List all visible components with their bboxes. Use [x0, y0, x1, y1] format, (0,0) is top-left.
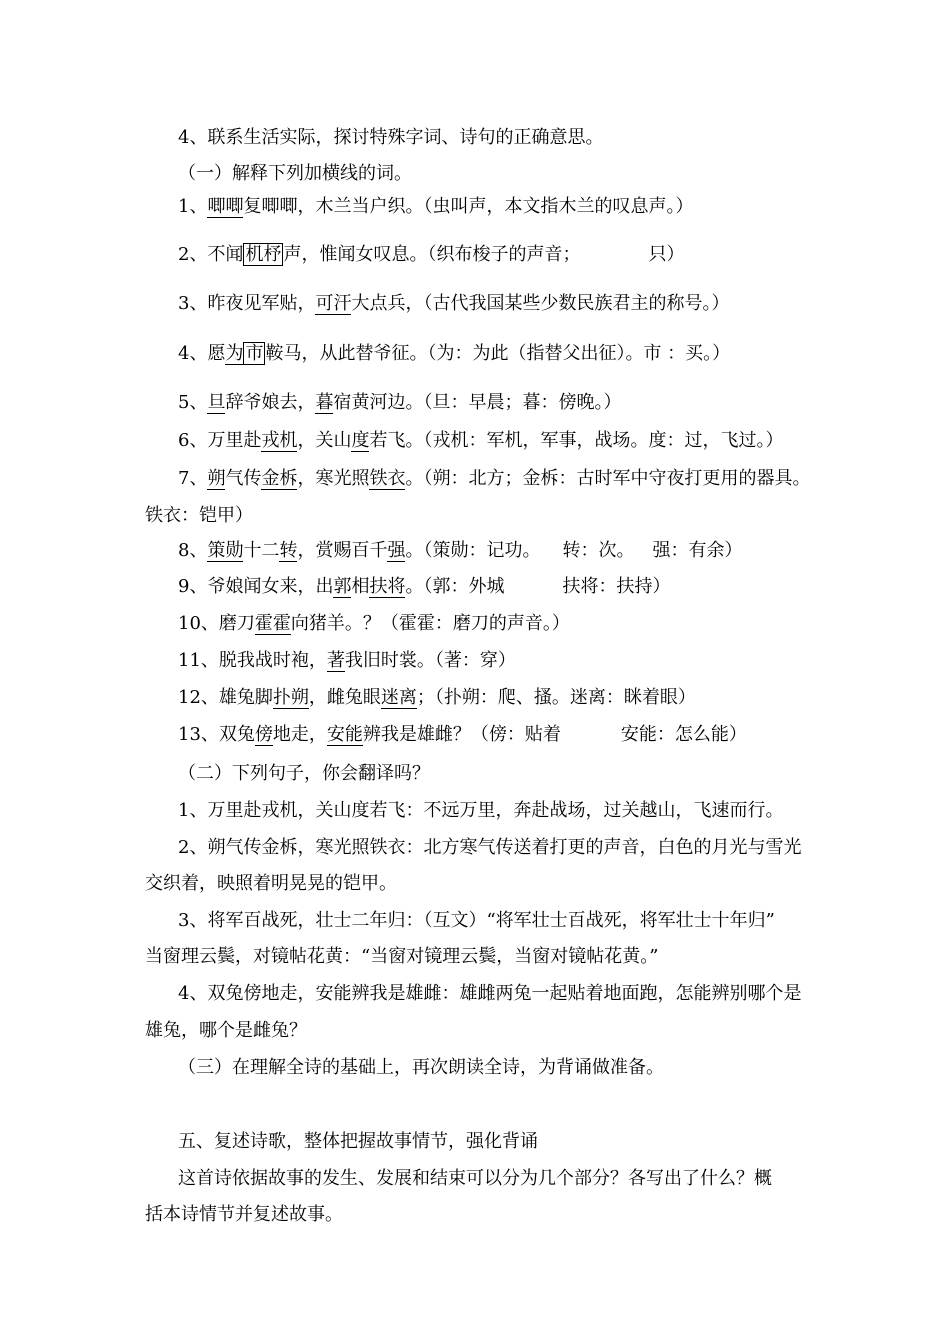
- underlined-word: 扑朔: [272, 687, 309, 708]
- item-7-continued: 铁衣：铠甲）: [145, 505, 253, 526]
- underlined-word: 度: [351, 430, 370, 451]
- underlined-word: 郭: [333, 576, 352, 597]
- item-8: 8、策勋十二转，赏赐百千强。（策勋：记功。 转：次。 强：有余）: [178, 540, 743, 561]
- underlined-word: 傍: [254, 724, 273, 745]
- item-13: 13、双兔傍地走，安能辨我是雄雌？（傍：贴着 安能：怎么能）: [178, 724, 747, 745]
- section5-question-continued: 括本诗情节并复述故事。: [145, 1204, 343, 1225]
- item-11: 11、脱我战时袍，著我旧时裳。（著：穿）: [178, 650, 516, 671]
- underlined-word: 暮: [315, 392, 334, 413]
- item-5: 5、旦辞爷娘去，暮宿黄河边。（旦：早晨；暮：傍晚。）: [178, 392, 622, 413]
- underlined-word: 戎机: [261, 430, 298, 451]
- heading-4: 4、联系生活实际，探讨特殊字词、诗句的正确意思。: [178, 127, 604, 148]
- item-1: 1、唧唧复唧唧，木兰当户织。（虫叫声，本文指木兰的叹息声。）: [178, 196, 694, 217]
- item-2: 2、不闻 机杼 声，惟闻女叹息。（织布梭子的声音； 只）: [178, 244, 685, 265]
- underlined-word: 旦: [207, 392, 226, 413]
- underlined-word: 为: [225, 343, 244, 364]
- boxed-word: 市: [245, 343, 264, 364]
- underlined-word: 安能: [326, 724, 363, 745]
- translation-2: 2、朔气传金柝，寒光照铁衣：北方寒气传送着打更的声音，白色的月光与雪光: [178, 837, 802, 858]
- underlined-word: 转: [279, 540, 298, 561]
- part1-title: （一）解释下列加横线的词。: [178, 163, 412, 184]
- underlined-word: 铁衣: [369, 468, 406, 489]
- underlined-word: 金柝: [261, 468, 298, 489]
- section5-title: 五、复述诗歌，整体把握故事情节，强化背诵: [178, 1131, 538, 1152]
- translation-4: 4、双兔傍地走，安能辨我是雄雌：雄雌两兔一起贴着地面跑，怎能辨别哪个是: [178, 983, 802, 1004]
- underlined-word: 朔: [207, 468, 226, 489]
- part2-title: （二）下列句子，你会翻译吗？: [178, 763, 430, 784]
- translation-2-continued: 交织着，映照着明晃晃的铠甲。: [145, 873, 397, 894]
- section5-question: 这首诗依据故事的发生、发展和结束可以分为几个部分？各写出了什么？概: [178, 1168, 772, 1189]
- translation-3-continued: 当窗理云鬓，对镜帖花黄：“当窗对镜理云鬓，当窗对镜帖花黄。”: [145, 946, 659, 967]
- boxed-word: 机杼: [245, 244, 282, 265]
- underlined-word: 迷离: [380, 687, 417, 708]
- translation-1: 1、万里赴戎机，关山度若飞：不远万里，奔赴战场，过关越山，飞速而行。: [178, 800, 784, 821]
- item-12: 12、雄兔脚扑朔，雌兔眼迷离；（扑朔：爬、搔。迷离：眯着眼）: [178, 687, 696, 708]
- underlined-word: 策勋: [207, 540, 244, 561]
- translation-3: 3、将军百战死，壮士二年归：（互文）“将军壮士百战死，将军壮士十年归”: [178, 910, 775, 931]
- translation-4-continued: 雄兔，哪个是雌兔？: [145, 1020, 307, 1041]
- item-3: 3、昨夜见军贴，可汗大点兵，（古代我国某些少数民族君主的称号。）: [178, 293, 730, 314]
- part3-text: （三）在理解全诗的基础上，再次朗读全诗，为背诵做准备。: [178, 1057, 664, 1078]
- item-9: 9、爷娘闻女来，出郭相扶将。（郭：外城 扶将：扶持）: [178, 576, 671, 597]
- underlined-word: 扶将: [369, 576, 406, 597]
- item-6: 6、万里赴戎机，关山度若飞。（戎机：军机，军事，战场。度：过，飞过。）: [178, 430, 784, 451]
- underlined-word: 著: [326, 650, 345, 671]
- underlined-word: 强: [387, 540, 406, 561]
- item-4: 4、愿为 市 鞍马，从此替爷征。（为：为此（指替父出征）。市 ：买。）: [178, 343, 731, 364]
- item-7: 7、朔气传金柝，寒光照铁衣。（朔：北方；金柝：古时军中守夜打更用的器具。: [178, 468, 811, 489]
- underlined-word: 唧唧: [207, 196, 244, 217]
- underlined-word: 可汗: [315, 293, 352, 314]
- underlined-word: 霍霍: [254, 613, 291, 634]
- item-10: 10、磨刀霍霍向猪羊。？（霍霍：磨刀的声音。）: [178, 613, 570, 634]
